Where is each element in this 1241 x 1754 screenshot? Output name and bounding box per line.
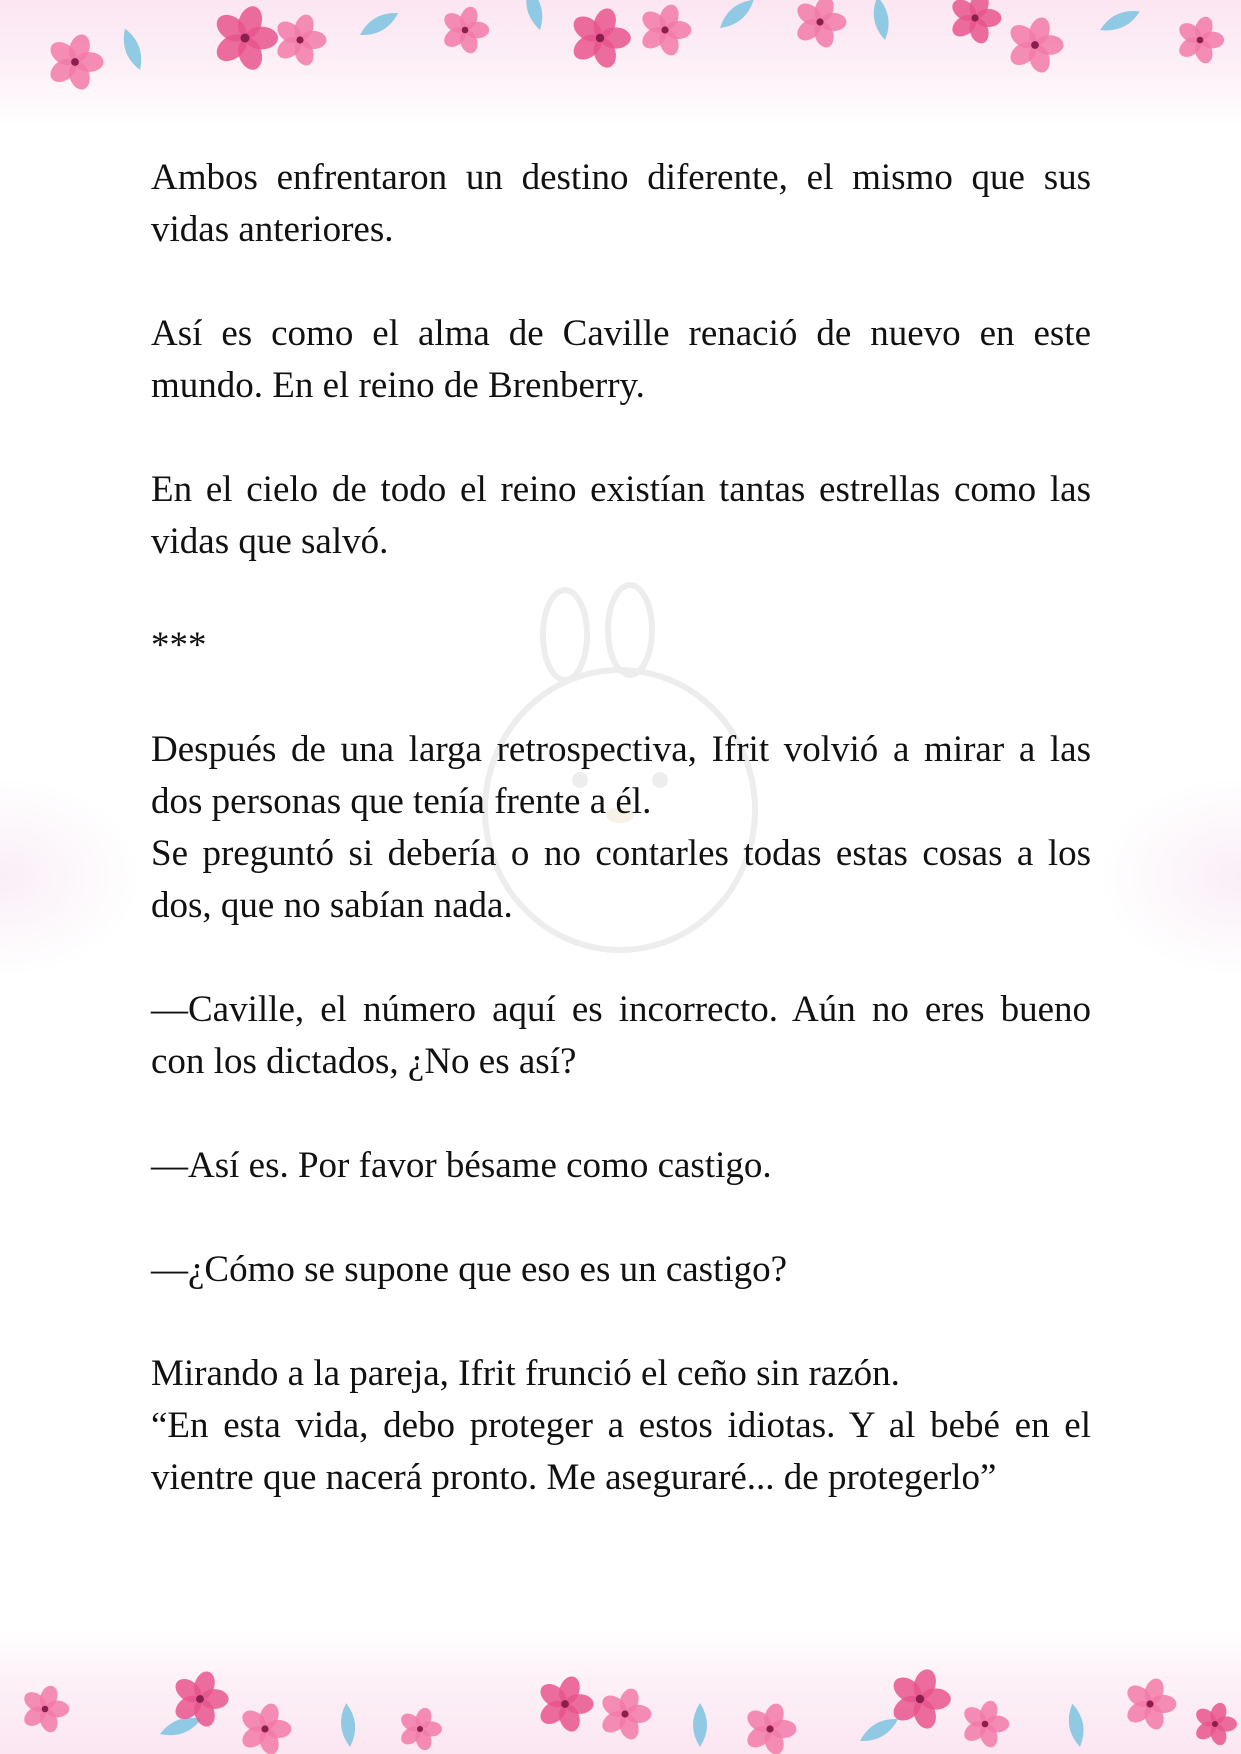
scene-break: *** [151, 625, 207, 666]
dialogue-line: —Caville, el número aquí es incorrecto. Aún no eres bueno con los dictados, ¿No es así? [151, 989, 1091, 1082]
leaf-icon [339, 1703, 357, 1748]
leaf-icon [1065, 1702, 1086, 1748]
flower-icon [1176, 14, 1225, 65]
flower-icon [948, 0, 1001, 46]
paragraph: En el cielo de todo el reino existían tantas estrellas como las vidas que salvó. [151, 469, 1091, 562]
flower-icon [441, 4, 490, 55]
leaf-icon [1097, 5, 1143, 36]
flower-icon [1123, 1676, 1176, 1732]
flower-icon [638, 2, 691, 58]
floral-border-bottom [0, 1629, 1241, 1754]
inner-thought: “En esta vida, debo proteger a estos idiotas. Y al bebé en el vientre que nacerá pronto. Me aseguraré... de protegerlo” [151, 1405, 1091, 1498]
paragraph: Después de una larga retrospectiva, Ifrit volvió a mirar a las dos personas que tenía frente a él. [151, 729, 1091, 822]
flower-icon [1006, 15, 1064, 76]
floral-border-top [0, 0, 1241, 125]
floral-border-icon [0, 0, 1241, 125]
flower-icon [889, 1666, 951, 1731]
paragraph: Así es como el alma de Caville renació de nuevo en este mundo. En el reino de Brenberry. [151, 313, 1091, 406]
dialogue-line: —¿Cómo se supone que eso es un castigo? [151, 1249, 788, 1290]
flower-icon [536, 1674, 594, 1735]
leaf-icon [118, 26, 146, 72]
flower-icon [273, 12, 326, 68]
flower-icon [961, 1698, 1010, 1749]
flower-icon [238, 1701, 291, 1754]
paragraph: Mirando a la pareja, Ifrit frunció el ceño sin razón. [151, 1353, 900, 1394]
paragraph: Ambos enfrentaron un destino diferente, el mismo que sus vidas anteriores. [151, 157, 1091, 250]
flower-icon [598, 1686, 651, 1742]
flower-icon [793, 0, 846, 50]
leaf-icon [716, 0, 759, 33]
document-body [151, 152, 1091, 1556]
flower-icon [212, 3, 278, 73]
leaf-icon [857, 1713, 902, 1747]
dialogue-line: —Así es. Por favor bésame como castigo. [151, 1145, 772, 1186]
flower-icon [398, 1706, 442, 1753]
flower-icon [569, 5, 631, 70]
leaf-icon [522, 0, 547, 32]
leaf-icon [870, 0, 891, 41]
leaf-icon [693, 1703, 707, 1747]
flower-icon [743, 1701, 796, 1754]
flower-icon [1193, 1701, 1237, 1748]
flower-icon [46, 32, 104, 93]
paragraph: Se preguntó si debería o no contarles todas estas cosas a los dos, que no sabían nada. [151, 833, 1091, 926]
floral-border-icon [0, 1629, 1241, 1754]
flower-icon [21, 1683, 70, 1734]
leaf-icon [357, 7, 402, 41]
